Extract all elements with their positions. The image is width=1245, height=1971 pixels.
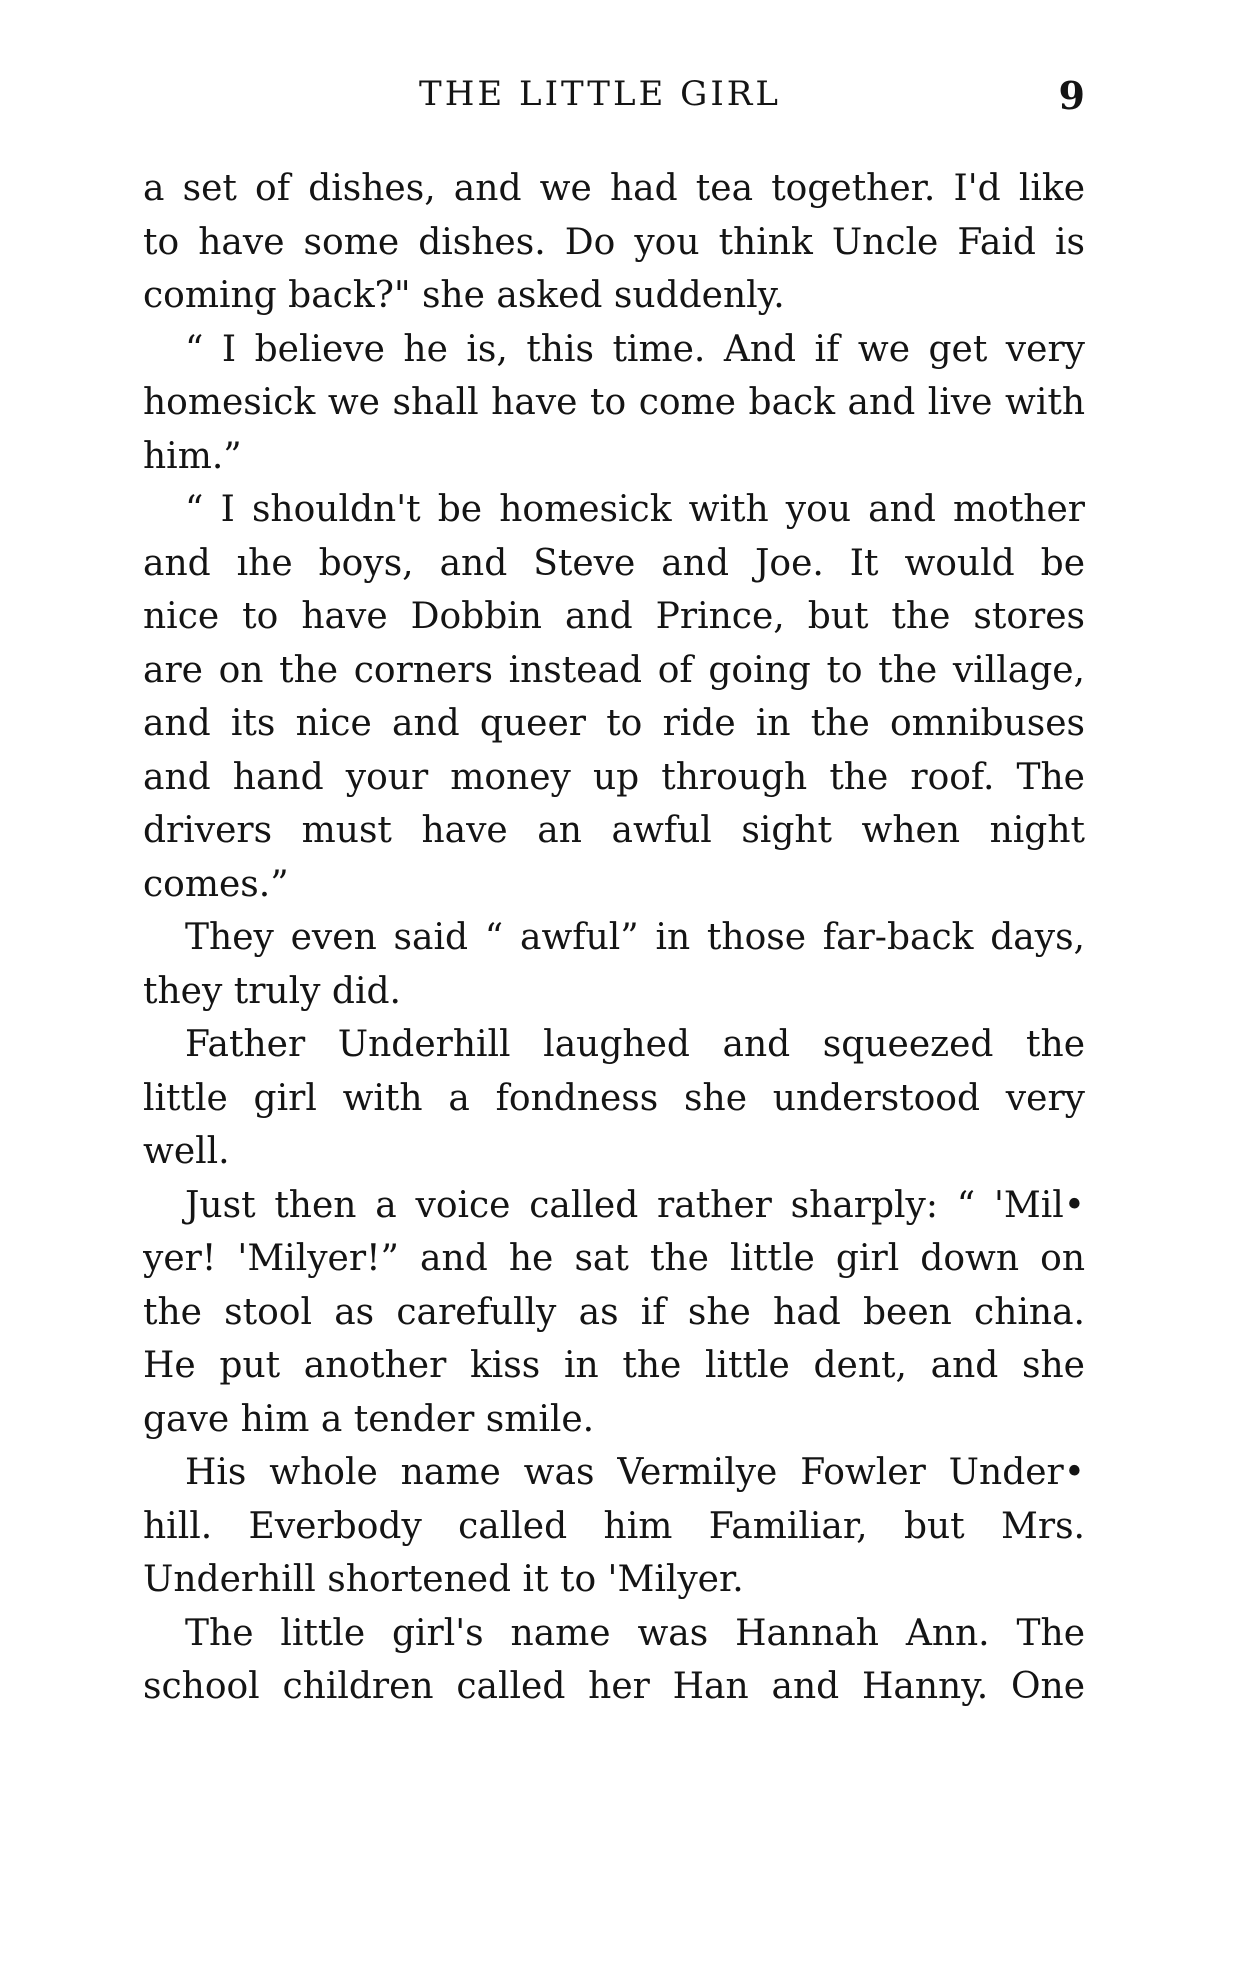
paragraph: [143, 483, 1085, 911]
text-line: well.: [143, 1131, 230, 1172]
text-line: gave him a tender smile.: [143, 1398, 595, 1440]
text-line: They even said “ awful” in those far-back days,: [185, 917, 1085, 958]
text-line: The little girl's name was Hannah Ann. The: [185, 1612, 1085, 1654]
paragraph: [143, 162, 1085, 323]
text-line: and ıhe boys, and Steve and Joe. It would be: [143, 542, 1085, 584]
text-line: coming back?" she asked suddenly.: [143, 275, 785, 316]
text-line: school children called her Han and Hanny. One: [143, 1666, 1085, 1707]
text-line: homesick we shall have to come back and live with: [143, 382, 1085, 423]
text-line: they truly did.: [143, 970, 401, 1012]
text-line: yer! 'Milyer!” and he sat the little girl down on: [143, 1238, 1085, 1279]
text-line: to have some dishes. Do you think Uncle Faid is: [143, 221, 1085, 263]
text-line: and its nice and queer to ride in the omnibuses: [143, 703, 1085, 744]
text-line: He put another kiss in the little dent, and she: [143, 1345, 1085, 1386]
text-line: nice to have Dobbin and Prince, but the stores: [143, 596, 1085, 637]
text-line: a set of dishes, and we had tea together. I'd like: [143, 168, 1085, 209]
text-line: Underhill shortened it to 'Milyer.: [143, 1559, 744, 1600]
text-line: Father Underhill laughed and squeezed the: [185, 1024, 1085, 1065]
paragraph: [143, 1446, 1085, 1607]
paragraph: [143, 1018, 1085, 1179]
page-number: 9: [1058, 73, 1085, 118]
text-line: the stool as carefully as if she had been china.: [143, 1291, 1085, 1333]
text-line: drivers must have an awful sight when night: [143, 810, 1085, 851]
running-title: THE LITTLE GIRL: [419, 74, 781, 114]
text-line: and hand your money up through the roof. The: [143, 756, 1085, 798]
text-line: Just then a voice called rather sharply: “ 'Mil•: [185, 1184, 1085, 1226]
text-line: little girl with a fondness she understood very: [143, 1077, 1085, 1119]
paragraph: [143, 1179, 1085, 1447]
paragraph: [143, 911, 1085, 1018]
text-line: him.”: [143, 435, 242, 477]
text-line: comes.”: [143, 863, 289, 905]
text-line: are on the corners instead of going to the village,: [143, 649, 1085, 691]
running-head: [143, 72, 1085, 116]
paragraph: [143, 1607, 1085, 1714]
text-line: “ I believe he is, this time. And if we get very: [185, 328, 1085, 370]
body-text: [143, 162, 1085, 1714]
text-line: hill. Everbody called him Familiar, but Mrs.: [143, 1505, 1085, 1547]
paragraph: [143, 323, 1085, 484]
text-line: “ I shouldn't be homesick with you and mother: [185, 489, 1085, 530]
text-line: His whole name was Vermilye Fowler Under•: [185, 1452, 1085, 1493]
